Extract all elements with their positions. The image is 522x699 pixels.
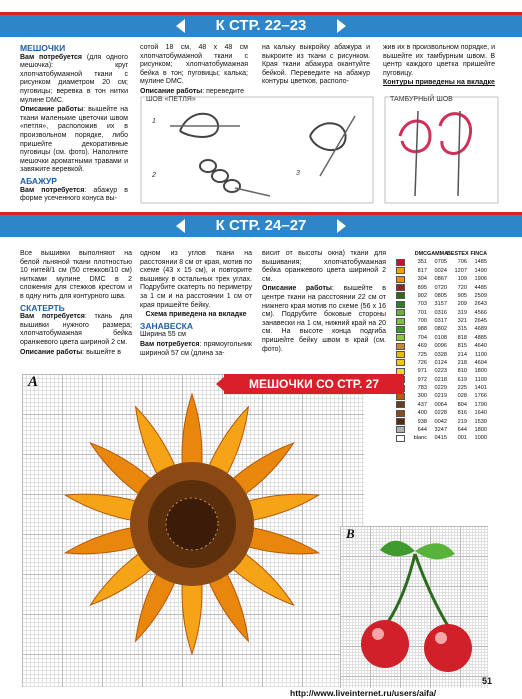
chain-red-1 bbox=[400, 121, 430, 152]
color-code: 4689 bbox=[474, 326, 487, 333]
tablecloth-materials bbox=[20, 313, 132, 347]
color-code: 701 bbox=[417, 309, 427, 316]
color-key-header bbox=[396, 250, 492, 258]
color-swatch bbox=[396, 301, 405, 308]
color-code: 469 bbox=[417, 343, 427, 350]
color-code: 703 bbox=[417, 301, 427, 308]
color-code: 816 bbox=[457, 410, 467, 417]
color-code: 001 bbox=[457, 435, 467, 442]
color-code: 225 bbox=[457, 385, 467, 391]
color-code: 0316 bbox=[434, 309, 447, 316]
section-bar-middle bbox=[0, 215, 522, 237]
color-code: 1100 bbox=[474, 351, 487, 358]
heading-shade: АБАЖУР bbox=[20, 175, 57, 186]
color-code: 810 bbox=[457, 368, 467, 375]
color-code: 783 bbox=[417, 385, 427, 391]
color-code: 1906 bbox=[474, 276, 487, 283]
color-code: 4885 bbox=[474, 334, 487, 341]
color-code: 214 bbox=[457, 351, 467, 358]
color-code: 644 bbox=[457, 426, 467, 433]
cherry-stem-right bbox=[415, 554, 448, 626]
color-key-row bbox=[396, 267, 492, 275]
color-code: 706 bbox=[457, 259, 467, 266]
need-text: (для одного мешочка): круг хлопчатобумажной ткани с рисунком диаметром 20 см; пуговицы; веревка в тон нитки мулине DMC. bbox=[20, 53, 128, 104]
color-swatch bbox=[396, 393, 405, 400]
color-code: 815 bbox=[457, 343, 467, 350]
color-code: 0064 bbox=[434, 401, 447, 408]
color-code: 895 bbox=[417, 284, 427, 291]
color-code: 4604 bbox=[474, 359, 487, 366]
shade-need-text: : абажур в форме усеченного конуса вы- bbox=[20, 186, 128, 203]
heading-tablecloth: СКАТЕРТЬ bbox=[20, 302, 65, 313]
cu-need-text: : прямоугольник шириной 57 см (длина за- bbox=[140, 340, 252, 357]
sunflower-motif bbox=[22, 374, 364, 687]
color-key-row bbox=[396, 275, 492, 283]
loop-stitch-3 bbox=[310, 123, 346, 150]
color-code: 988 bbox=[417, 326, 427, 333]
color-code: 2643 bbox=[474, 301, 487, 308]
cherry-left-highlight bbox=[372, 628, 384, 640]
color-code: 817 bbox=[417, 267, 427, 274]
shade-text-3: жив их в произвольном порядке, и вышейте их тамбурным швом. В центр каждого цветка пришейте пуговицу. bbox=[383, 44, 495, 77]
tc-need-text: : ткань для вышивки нужного размера; хлопчатобумажная бейка оранжевого цвета шириной 2 см. bbox=[20, 313, 132, 346]
color-key-row bbox=[396, 392, 492, 400]
chain-stitch-a bbox=[200, 160, 240, 192]
color-code: 4640 bbox=[474, 343, 487, 350]
shade-text-2: на кальку выкройку абажура и выкроите из ткани с рисунком. Края ткани абажура окантуйте бейкой. Переведите на абажур контуры цветков, располо- bbox=[262, 44, 370, 86]
color-code: 0867 bbox=[434, 276, 447, 283]
color-code: 725 bbox=[417, 351, 427, 358]
color-code: blanc bbox=[413, 435, 427, 442]
cherry-left bbox=[361, 620, 409, 668]
chart-b-mark: B bbox=[346, 526, 355, 541]
curtain-width: Ширина 55 см bbox=[140, 331, 186, 339]
column-curtain-cont bbox=[262, 250, 386, 355]
bags-materials bbox=[20, 54, 128, 106]
curtain-materials bbox=[140, 341, 252, 358]
color-code: 209 bbox=[457, 301, 467, 308]
step-3: 3 bbox=[296, 170, 300, 177]
color-code: 300 bbox=[417, 393, 427, 400]
color-key-row bbox=[396, 292, 492, 300]
bags-description bbox=[20, 106, 128, 175]
color-key-row bbox=[396, 426, 492, 434]
cherry-leaf-right bbox=[415, 543, 455, 559]
color-code: 0705 bbox=[434, 259, 447, 266]
color-code: 1207 bbox=[454, 267, 467, 274]
step-2: 2 bbox=[152, 172, 156, 179]
color-code: 304 bbox=[417, 276, 427, 283]
needle-5 bbox=[458, 111, 460, 196]
color-swatch bbox=[396, 418, 405, 425]
tablecloth-desc bbox=[20, 349, 132, 358]
column-shade-end bbox=[383, 44, 495, 89]
color-key-rows bbox=[396, 258, 492, 442]
color-key-row bbox=[396, 284, 492, 292]
column-tablecloth bbox=[20, 250, 132, 358]
color-swatch bbox=[396, 284, 405, 291]
color-code: 0218 bbox=[434, 376, 447, 383]
color-code: 0096 bbox=[434, 343, 447, 350]
col-header: GAMMA bbox=[427, 251, 448, 257]
color-code: 2509 bbox=[474, 292, 487, 299]
color-key-row bbox=[396, 351, 492, 359]
color-code: 4485 bbox=[474, 284, 487, 291]
cu-need-label: Вам потребуется bbox=[140, 340, 200, 348]
color-key-row bbox=[396, 258, 492, 266]
cherry-motif bbox=[340, 526, 488, 688]
color-code: 0415 bbox=[434, 435, 447, 442]
color-code: 0317 bbox=[434, 318, 447, 324]
chart-a-mark: A bbox=[28, 374, 39, 390]
color-key-row bbox=[396, 342, 492, 350]
color-code: 704 bbox=[417, 334, 427, 341]
color-key bbox=[396, 250, 492, 443]
col-header: DMC bbox=[414, 251, 427, 257]
color-code: 1800 bbox=[474, 426, 487, 433]
color-code: 0223 bbox=[434, 368, 447, 375]
cherry-stem-left bbox=[388, 554, 415, 622]
curtain-desc bbox=[262, 285, 386, 354]
section-title-top: К СТР. 22–23 bbox=[215, 17, 307, 34]
chain-red-2 bbox=[440, 114, 471, 154]
color-code: 1530 bbox=[474, 418, 487, 425]
color-code: 720 bbox=[457, 284, 467, 291]
tc-need-label: Вам потребуется bbox=[20, 313, 85, 321]
color-code: 700 bbox=[417, 318, 427, 324]
needle-4 bbox=[415, 111, 418, 196]
loop-stitch-title: ШОВ «ПЕТЛЯ» bbox=[146, 96, 196, 103]
color-key-row bbox=[396, 309, 492, 317]
color-code: 1401 bbox=[474, 385, 487, 391]
color-code: 1766 bbox=[474, 393, 487, 400]
color-code: 0108 bbox=[434, 334, 447, 341]
color-code: 218 bbox=[457, 359, 467, 366]
contours-note: Контуры приведены на вкладке bbox=[383, 79, 495, 87]
color-key-row bbox=[396, 401, 492, 409]
color-key-row bbox=[396, 359, 492, 367]
color-key-row bbox=[396, 409, 492, 417]
shade-materials bbox=[20, 187, 128, 204]
color-code: 902 bbox=[417, 292, 427, 299]
cu-desc-label: Описание работы bbox=[262, 285, 332, 293]
diagram-frame-right bbox=[385, 97, 498, 203]
cu-desc-text: : вышейте в центре ткани на расстоянии 22 см от нижнего края мотив по схеме (56 x 16 см). Подрубите боковые стороны занавески на 1 см, нижний край на 20 см. На высоте конца подгиба пришейте бейку швом в край (см. фото). bbox=[262, 285, 387, 353]
cherry-right bbox=[424, 624, 472, 672]
shade-desc-text: : переведите bbox=[202, 87, 244, 95]
color-code: 726 bbox=[417, 359, 427, 366]
shade-text: сотой 18 см, 48 x 48 см хлопчатобумажной ткани с рисунком; хлопчатобумажная бейка в тон; пуговицы; калька; мулине DMC. bbox=[140, 44, 248, 86]
shade-need-label: Вам потребуется bbox=[20, 186, 85, 194]
chevron-right-icon bbox=[337, 219, 346, 233]
color-swatch bbox=[396, 401, 405, 408]
color-code: 319 bbox=[457, 309, 467, 316]
color-code: 0042 bbox=[434, 418, 447, 425]
color-swatch bbox=[396, 309, 405, 316]
color-code: 3157 bbox=[434, 301, 447, 308]
section-bar-top bbox=[0, 15, 522, 37]
color-swatch bbox=[396, 259, 405, 266]
color-swatch bbox=[396, 292, 405, 299]
color-swatch bbox=[396, 426, 405, 433]
color-key-row bbox=[396, 367, 492, 375]
scheme-note: Схема приведена на вкладке bbox=[145, 311, 247, 319]
color-swatch bbox=[396, 267, 405, 274]
color-code: 818 bbox=[457, 334, 467, 341]
chart-title-badge: МЕШОЧКИ СО СТР. 27 bbox=[224, 374, 404, 394]
color-code: 644 bbox=[417, 426, 427, 433]
curtain-text-2: висит от высоты окна) ткани для вышивания; хлопчатобумажная бейка оранжевого цвета шириной 2 см. bbox=[262, 250, 386, 283]
cherry-right-highlight bbox=[435, 632, 447, 644]
color-code: 0720 bbox=[434, 284, 447, 291]
shade-desc-label: Описание работы bbox=[140, 87, 203, 95]
color-swatch bbox=[396, 351, 405, 358]
color-code: 0328 bbox=[434, 351, 447, 358]
stitch-diagram bbox=[140, 96, 500, 206]
color-code: 219 bbox=[457, 418, 467, 425]
diagram-frame bbox=[141, 97, 373, 203]
column-shade-cont bbox=[262, 44, 370, 88]
column-shade bbox=[140, 44, 248, 98]
color-key-row bbox=[396, 434, 492, 442]
color-code: 1100 bbox=[474, 376, 487, 383]
color-swatch bbox=[396, 276, 405, 283]
col-header: BESTEX bbox=[447, 251, 469, 257]
intro-text: Все вышивки выполняют на белой льняной ткани плотностью 10 нитей/1 см (50 стежков/10 см) нитками мулине DMC в 2 сложения для стежков крестом и в одну нить для контурного шва. bbox=[20, 250, 132, 300]
color-code: 1490 bbox=[474, 267, 487, 274]
color-code: 437 bbox=[417, 401, 427, 408]
color-key-row bbox=[396, 376, 492, 384]
color-swatch bbox=[396, 359, 405, 366]
column-curtain bbox=[140, 250, 252, 359]
color-code: 0229 bbox=[434, 385, 447, 391]
tc-desc-text: : вышейте в bbox=[82, 348, 121, 356]
color-key-row bbox=[396, 418, 492, 426]
col-header: FINCA bbox=[470, 251, 487, 257]
color-code: 321 bbox=[457, 318, 467, 324]
page-number: 51 bbox=[482, 676, 493, 686]
step-1: 1 bbox=[152, 118, 156, 125]
color-code: 971 bbox=[417, 368, 427, 375]
color-code: 804 bbox=[457, 401, 467, 408]
color-code: 938 bbox=[417, 418, 427, 425]
heading-curtain: ЗАНАВЕСКА bbox=[140, 320, 194, 331]
color-swatch bbox=[396, 326, 405, 333]
color-code: 0228 bbox=[434, 410, 447, 417]
color-code: 3247 bbox=[434, 426, 447, 433]
color-code: 972 bbox=[417, 376, 427, 383]
color-code: 1485 bbox=[474, 259, 487, 266]
color-code: 905 bbox=[457, 292, 467, 299]
color-code: 109 bbox=[457, 276, 467, 283]
color-code: 351 bbox=[417, 259, 427, 266]
color-code: 400 bbox=[417, 410, 427, 417]
color-key-row bbox=[396, 384, 492, 392]
color-code: 1800 bbox=[474, 368, 487, 375]
color-key-row bbox=[396, 325, 492, 333]
color-swatch bbox=[396, 410, 405, 417]
chain-stitch-title: ТАМБУРНЫЙ ШОВ bbox=[390, 96, 453, 103]
heading-bags: МЕШОЧКИ bbox=[20, 43, 66, 53]
source-url[interactable]: http://www.liveinternet.ru/users/aifa/ bbox=[290, 688, 437, 698]
color-key-row bbox=[396, 317, 492, 325]
color-code: 028 bbox=[457, 393, 467, 400]
desc-text: : вышейте на ткани маленькие цветочки швом «петля», расположив их в произвольном порядке, либо пришейте декоративные пуговицы (см. фото). Наполните мешочки ароматными травами и завяжите веревкой. bbox=[20, 106, 128, 174]
color-code: 4566 bbox=[474, 309, 487, 316]
color-code: 619 bbox=[457, 376, 467, 383]
needle-2 bbox=[235, 188, 270, 196]
tablecloth-text-2: одном из углов ткани на расстоянии 8 см от края, мотив по схеме (43 x 15 см), и повторите вышивку в остальных трех углах. Подрубите скатерть по периметру за 1 см и на расстоянии 1 см от края пришейте бейку. bbox=[140, 250, 252, 309]
color-key-row bbox=[396, 300, 492, 308]
color-code: 1790 bbox=[474, 401, 487, 408]
desc-label: Описание работы bbox=[20, 106, 84, 114]
color-code: 0124 bbox=[434, 359, 447, 366]
color-code: 0802 bbox=[434, 326, 447, 333]
color-code: 0805 bbox=[434, 292, 447, 299]
column-bags bbox=[20, 42, 128, 205]
color-code: 1640 bbox=[474, 410, 487, 417]
color-code: 0024 bbox=[434, 267, 447, 274]
cherry-leaf-left bbox=[380, 541, 415, 557]
section-title-middle: К СТР. 24–27 bbox=[215, 217, 307, 234]
color-code: 0219 bbox=[434, 393, 447, 400]
color-swatch bbox=[396, 343, 405, 350]
color-code: 1000 bbox=[474, 435, 487, 442]
color-key-row bbox=[396, 334, 492, 342]
need-label: Вам потребуется bbox=[20, 53, 83, 61]
flower-center-core bbox=[166, 498, 218, 550]
tc-desc-label: Описание работы bbox=[20, 348, 83, 356]
color-swatch bbox=[396, 318, 405, 325]
chevron-right-icon bbox=[337, 19, 346, 33]
color-code: 315 bbox=[457, 326, 467, 333]
color-swatch bbox=[396, 435, 405, 442]
color-swatch bbox=[396, 334, 405, 341]
color-code: 2645 bbox=[474, 318, 487, 324]
